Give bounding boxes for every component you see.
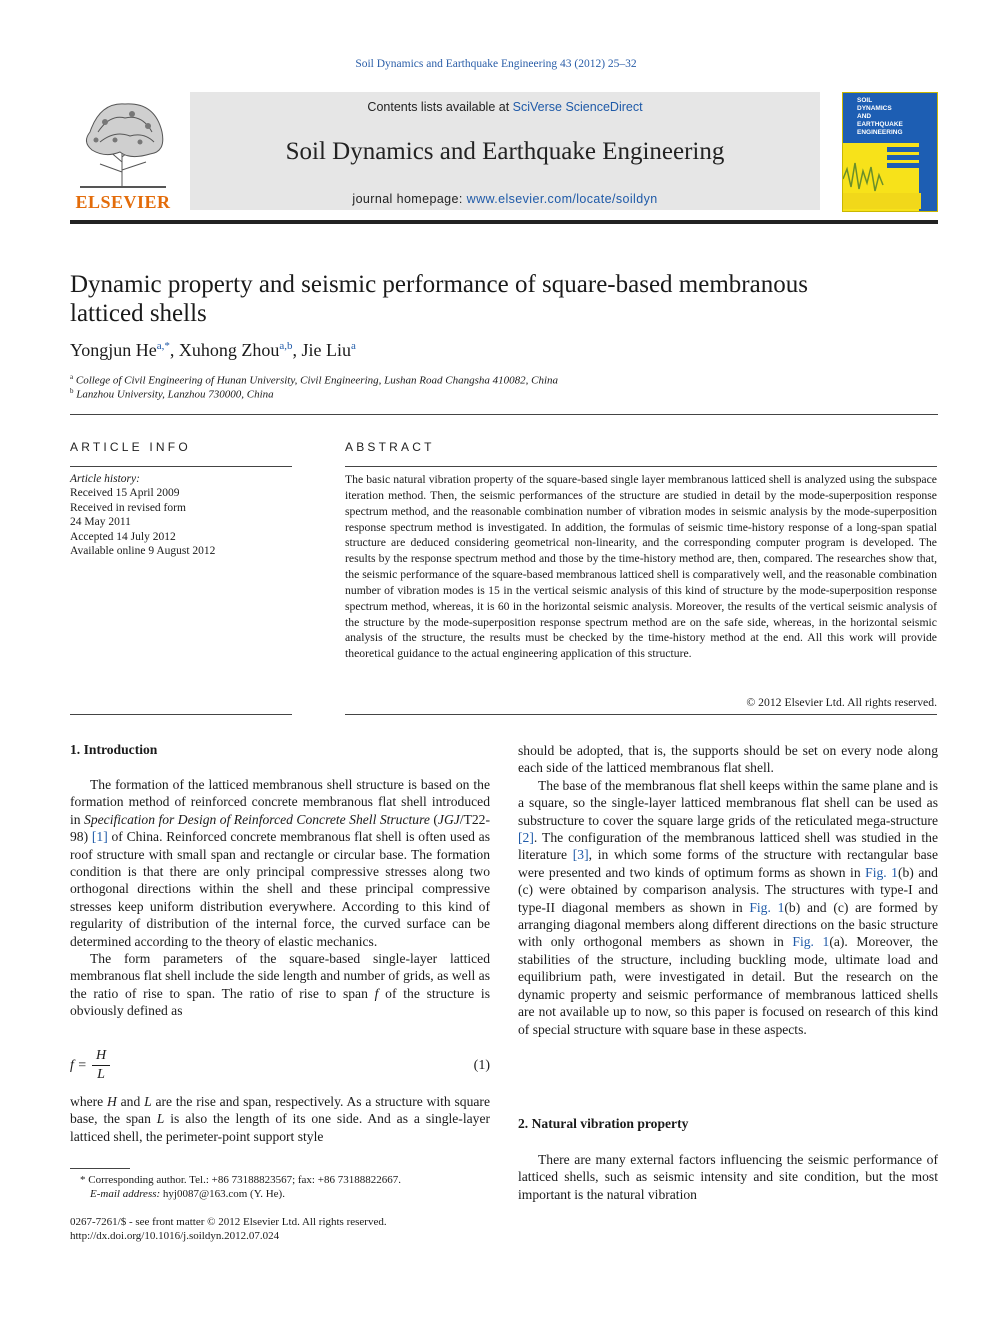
right-column-text	[518, 742, 938, 1038]
header-divider	[70, 220, 938, 224]
abstract-copyright: © 2012 Elsevier Ltd. All rights reserved.	[746, 696, 937, 709]
doi-link[interactable]: http://dx.doi.org/10.1016/j.soildyn.2012.07.024	[70, 1230, 280, 1242]
affiliation: $^b$ Lanzhou University, Lanzhou 730000, China	[70, 387, 274, 401]
abstract-heading: ABSTRACT	[345, 440, 435, 454]
contents-prefix: Contents lists available at	[367, 100, 513, 114]
paragraph: should be adopted, that is, the supports should be set on every node along each side of the latticed membranous flat shell.	[518, 743, 938, 776]
journal-banner	[190, 92, 820, 210]
author-name: Jie Liu	[301, 340, 351, 360]
paragraph: where H and L are the rise and span, respectively. As a structure with square base, the span L is also the length of its one side. And as a single-layer latticed shell, the perimeter-point support style	[70, 1094, 491, 1144]
divider	[70, 714, 292, 715]
author-name: Xuhong Zhou	[178, 340, 280, 360]
email-note: E-mail address: hyj0087@163.com (Y. He).	[90, 1188, 285, 1200]
sciencedirect-link[interactable]: SciVerse ScienceDirect	[512, 100, 643, 114]
paragraph: The form parameters of the square-based single-layer latticed membranous flat shell include the side length and number of grids, as well as the ratio of rise to span. The ratio of rise to span f of the structure is obviously defined as	[70, 951, 490, 1019]
divider	[345, 466, 937, 467]
journal-title: Soil Dynamics and Earthquake Engineering	[285, 138, 725, 165]
reference-link[interactable]: [1]	[91, 829, 108, 845]
author-name: Yongjun He	[70, 340, 157, 360]
section-heading-natural-vibration: 2. Natural vibration property	[518, 1116, 689, 1131]
reference-link[interactable]: [2]	[518, 830, 534, 846]
figure-link[interactable]: Fig. 1	[792, 934, 830, 950]
cover-side-band	[919, 93, 937, 211]
paragraph: There are many external factors influencing the seismic performance of latticed shells, such as seismic intensity and site condition, but the most important is the natural vibration	[518, 1152, 938, 1202]
author-affiliation-link[interactable]: a	[350, 340, 356, 352]
article-title: Dynamic property and seismic performance of square-based membranous latticed shells	[70, 271, 808, 327]
article-info-heading: ARTICLE INFO	[70, 440, 191, 454]
email-link[interactable]: hyj0087@163.com (Y. He).	[162, 1188, 285, 1200]
journal-cover-thumbnail[interactable]	[842, 92, 938, 212]
paragraph: The formation of the latticed membranous shell structure is based on the formation method of reinforced concrete membranous flat shell introduced in Specification for Design of Reinforced Concrete Shell Structure (JGJ/T22-98) [1] of China. Reinforced concrete membranous flat shell is often used as roof structure with small span and rectangle or circular base. The formation condition is that there are only principal compressive stresses along two orthogonal directions within the shell and these principal compressive stresses keep uniform distribution everywhere. According to this kind of regularity of distribution of the internal force, the curved surface can be determined according to the theory of elastic mechanics.	[70, 777, 490, 949]
natural-vibration-text	[518, 1151, 938, 1203]
fraction: H L	[92, 1048, 110, 1083]
footnote-divider	[70, 1168, 130, 1169]
elsevier-logo	[70, 92, 176, 212]
figure-link[interactable]: Fig. 1	[865, 864, 898, 880]
introduction-text	[70, 776, 490, 1020]
author-affiliation-link[interactable]: a,*	[156, 340, 170, 352]
abstract-text: The basic natural vibration property of the square-based single layer membranous latticed shell is analyzed using the subspace iteration method. Then, the seismic performances of the structure are studied in detail by the mode-superposition response spectrum method, and the reasonable combination number of vibration modes in seismic analysis by the mode-superposition response spectrum method is investigated. In addition, the formulas of seismic time-history response of a long-span spatial structure are deduced considering geometrical non-linearity, and the corresponding computer program is developed. The results by the response spectrum method and those by the time-history method are, then, compared. The researches show that, the seismic performance of the square-based membranous latticed shell is comparatively well, and the reasonable combination number of vibration modes is 15 in the vertical seismic analysis of this kind of structure by the mode-superposition response spectrum method, whereas, it is 60 in the horizontal seismic analysis. Moreover, the results of the vertical seismic analysis of the structure by the mode-superposition response spectrum method are on the safe side, whereas, in the horizontal seismic analysis of the structure, the results must be checked by the time-history method at the end. All this work will provide theoretical guidance to the actual engineering application of this structure.	[345, 473, 937, 661]
cover-title-text: SOIL DYNAMICS AND EARTHQUAKE ENGINEERING	[857, 97, 903, 136]
affiliation: $^a$ College of Civil Engineering of Hunan University, Civil Engineering, Lushan Road Changsha 410082, China	[70, 373, 559, 387]
introduction-text-continued	[70, 1093, 490, 1145]
reference-link[interactable]: [3]	[572, 847, 589, 863]
elsevier-tree-icon	[70, 92, 176, 192]
author-affiliation-link[interactable]: a,b	[279, 340, 293, 352]
section-heading-introduction: 1. Introduction	[70, 742, 158, 757]
cover-seismogram-icon	[843, 149, 921, 209]
divider	[70, 466, 292, 467]
elsevier-wordmark: ELSEVIER	[75, 192, 171, 212]
homepage-prefix: journal homepage:	[352, 192, 467, 206]
issn-line: 0267-7261/$ - see front matter © 2012 Elsevier Ltd. All rights reserved.	[70, 1216, 387, 1228]
journal-header	[70, 92, 938, 212]
homepage-link[interactable]: www.elsevier.com/locate/soildyn	[466, 192, 658, 206]
author-list: Yongjun $He^{a,*}$, Xuhong Zhou$^{a,b}$, Jie Liu$^a$	[70, 340, 356, 360]
corresponding-author-note: * Corresponding author. Tel.: +86 73188823567; fax: +86 73188822667.	[80, 1174, 401, 1186]
homepage-line	[190, 192, 820, 206]
contents-line	[190, 100, 820, 114]
section-divider	[70, 414, 938, 415]
equation-number: (1)	[473, 1058, 490, 1073]
divider	[345, 714, 937, 715]
equation-1: f = H L (1)	[70, 1048, 490, 1082]
journal-citation[interactable]: Soil Dynamics and Earthquake Engineering 43 (2012) 25–32	[355, 58, 637, 70]
figure-link[interactable]: Fig. 1	[749, 899, 785, 915]
article-history: Article history: Received 15 April 2009 Received in revised form 24 May 2011 Accepted 14 July 2012 Available online 9 August 2012	[70, 473, 216, 558]
paragraph: The base of the membranous flat shell keeps within the same plane and is a square, so the single-layer latticed membranous flat shell can be used as substructure to cover the square large grids of the reticulated mega-structure [2]. The configuration of the membranous latticed shell was studied in the literature [3], in which some forms of the structure with rectangular base were presented and two kinds of optimum forms as shown in Fig. 1(b) and (c) were obtained by comparison analysis. The structures with type-I and type-II diagonal members as shown in Fig. 1(b) and (c) are formed by arranging diagonal members along different directions on the basic structure with only orthogonal members as shown in Fig. 1(a). Moreover, the stabilities of the structure, including buckling mode, ultimate load and equilibrium path, were investigated in detail. But the research on the dynamic property and seismic performance of membranous latticed shells are not available up to now, so this paper is focused on research of this kind of special structure with square base in these aspects.	[518, 777, 939, 1037]
